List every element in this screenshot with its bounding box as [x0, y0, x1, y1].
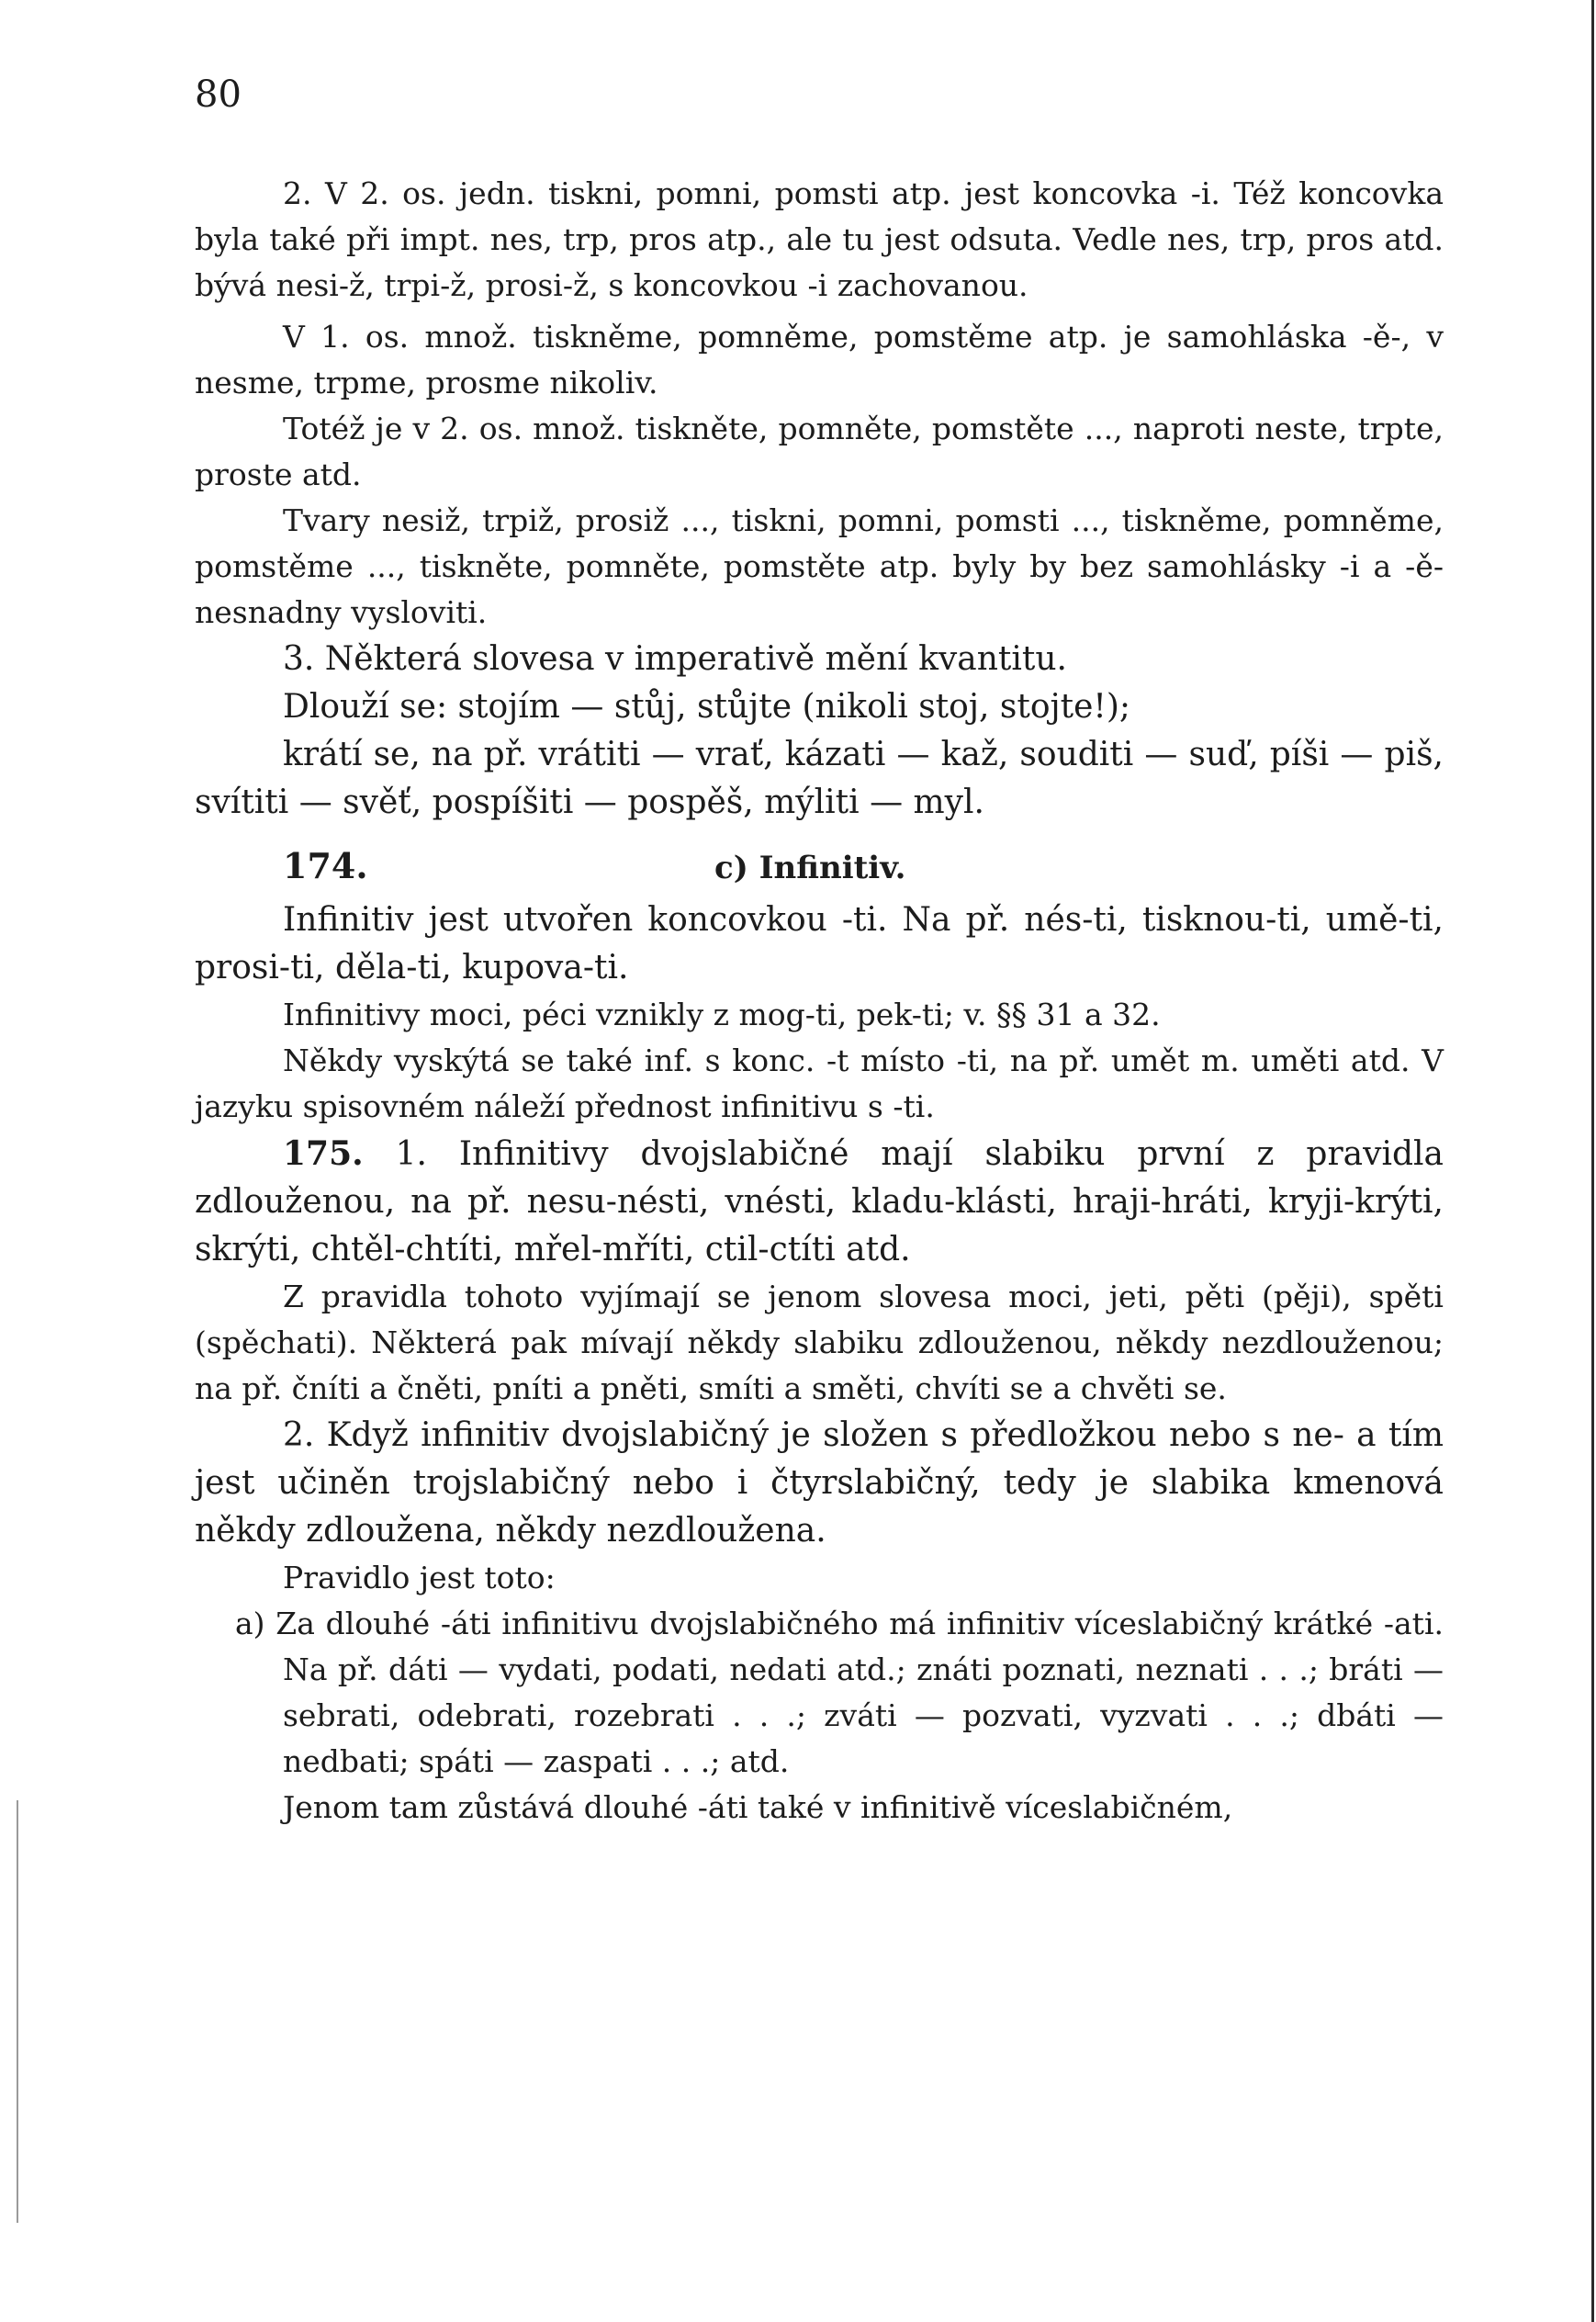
- page-edge-rule: [1591, 0, 1594, 2322]
- paragraph: Z pravidla tohoto vyjímají se jenom slovesa moci, jeti, pěti (pěji), spěti (spěchati). Některá pak mívají někdy slabiku zdlouženou, někdy nezdlouženou; na př. čníti a čněti, pníti a pněti, smíti a směti, chvíti se a chvěti se.: [195, 1279, 1444, 1406]
- paragraph: 2. V 2. os. jedn. tiskni, pomni, pomsti atp. jest koncovka -i. Též koncovka byla také při impt. nes, trp, pros atp., ale tu jest odsuta. Vedle nes, trp, pros atd. bývá nesi-ž, trpi-ž, prosi-ž, s koncovkou -i zachovanou.: [195, 175, 1444, 303]
- paragraph: krátí se, na př. vrátiti — vrať, kázati — kaž, souditi — suď, píši — piš, svítiti — svěť, pospíšiti — pospěš, mýliti — myl.: [195, 736, 1444, 821]
- paragraph: Tvary nesiž, trpiž, prosiž ..., tiskni, pomni, pomsti ..., tiskněme, pomněme, pomstěme ..., tiskněte, pomněte, pomstěte atp. byly by bez samohlásky -i a -ě- nesnadny vysloviti.: [195, 502, 1444, 630]
- paragraph: Někdy vyskýtá se také inf. s konc. -t místo -ti, na př. umět m. uměti atd. V jazyku spisovném náleží přednost infinitivu s -ti.: [195, 1043, 1444, 1124]
- section-number: 175.: [283, 1134, 364, 1173]
- paragraph: V 1. os. množ. tiskněme, pomněme, pomstěme atp. je samohláska -ě-, v nesme, trpme, prosme nikoliv.: [195, 319, 1444, 400]
- margin-mark: [17, 1800, 18, 2223]
- paragraph-text: 1. Infinitivy dvojslabičné mají slabiku první z pravidla zdlouženou, na př. nesu-nésti, vnésti, kladu-klásti, hraji-hráti, kryji-krýti, skrýti, chtěl-chtíti, mřel-mříti, ctil-ctíti atd.: [195, 1135, 1444, 1268]
- paragraph: Jenom tam zůstává dlouhé -áti také v infinitivě víceslabičném,: [283, 1789, 1233, 1825]
- section-title: c) Infinitiv.: [714, 850, 906, 886]
- page-body: [195, 171, 1444, 1831]
- paragraph: Dlouží se: stojím — stůj, stůjte (nikoli stoj, stojte!);: [283, 688, 1131, 726]
- paragraph: Totéž je v 2. os. množ. tiskněte, pomněte, pomstěte ..., naproti neste, trpte, proste atd.: [195, 411, 1444, 492]
- list-item: a) Za dlouhé -áti infinitivu dvojslabičného má infinitiv víceslabičný krátké -ati. Na př. dáti — vydati, podati, nedati atd.; znáti poznati, neznati . . .; bráti — sebrati, odebrati, rozebrati . . .; zváti — pozvati, vyzvati . . .; dbáti — nedbati; spáti — zaspati . . .; atd.: [235, 1606, 1444, 1779]
- paragraph: Pravidlo jest toto:: [283, 1560, 556, 1595]
- paragraph-175: [195, 1130, 1444, 1274]
- paragraph: 2. Když infinitiv dvojslabičný je složen s předložkou nebo s ne- a tím jest učiněn trojslabičný nebo i čtyrslabičný, tedy je slabika kmenová někdy zdloužena, někdy nezdloužena.: [195, 1416, 1444, 1550]
- section-number: 174.: [283, 845, 368, 886]
- paragraph: 3. Některá slovesa v imperativě mění kvantitu.: [283, 640, 1067, 678]
- paragraph: Infinitiv jest utvořen koncovkou -ti. Na př. nés-ti, tisknou-ti, umě-ti, prosi-ti, děla-ti, kupova-ti.: [195, 901, 1444, 986]
- page-number: 80: [195, 73, 242, 116]
- paragraph: Infinitivy moci, péci vznikly z mog-ti, pek-ti; v. §§ 31 a 32.: [283, 997, 1161, 1032]
- section-heading-174: [195, 836, 1444, 896]
